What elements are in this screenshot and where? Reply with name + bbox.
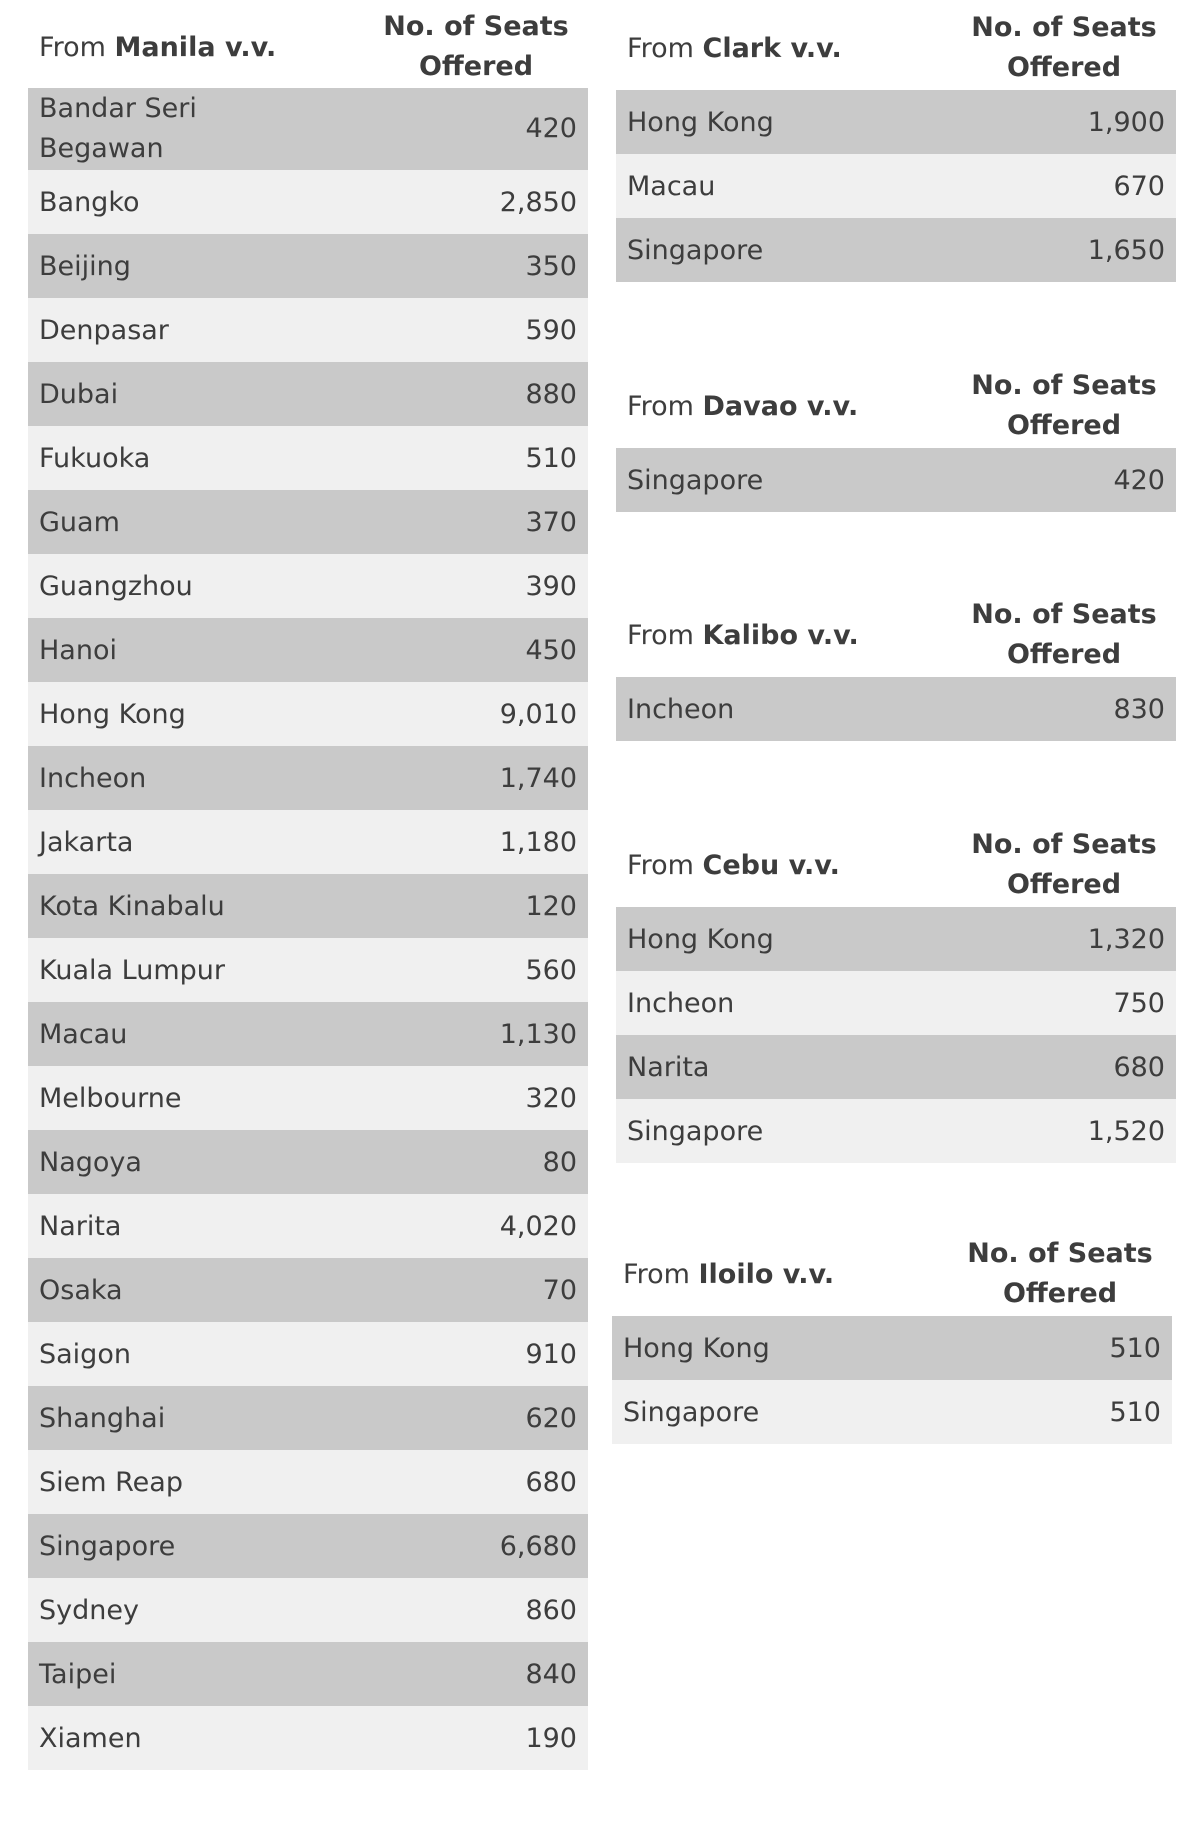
seats-column-header — [959, 595, 1169, 675]
seats-header-line2: Offered — [1002, 1278, 1118, 1309]
seats-offered: 2,850 — [499, 186, 577, 218]
table-row — [28, 874, 588, 938]
seats-offered: 670 — [1113, 170, 1165, 202]
seats-header-line2: Offered — [1006, 52, 1122, 83]
destination-city: Singapore — [627, 464, 764, 496]
seats-offered: 620 — [525, 1402, 577, 1434]
seats-offered: 420 — [525, 113, 577, 144]
table-row — [28, 810, 588, 874]
seats-offered: 830 — [1113, 693, 1165, 725]
table-row — [616, 971, 1176, 1035]
table-row — [28, 170, 588, 234]
table-row — [28, 234, 588, 298]
seats-offered: 190 — [525, 1722, 577, 1754]
table-row — [28, 1258, 588, 1322]
seats-offered: 510 — [525, 442, 577, 474]
seats-offered: 880 — [525, 378, 577, 410]
seats-offered: 1,320 — [1087, 923, 1165, 955]
table-row — [28, 1066, 588, 1130]
seats-offered: 4,020 — [499, 1210, 577, 1242]
table-header — [616, 823, 1176, 907]
davao-routes-table — [616, 364, 1176, 512]
table-row — [28, 1578, 588, 1642]
origin-label — [616, 850, 840, 881]
table-row — [28, 1514, 588, 1578]
seats-offered: 1,130 — [499, 1018, 577, 1050]
table-header — [616, 364, 1176, 448]
table-header — [28, 6, 588, 88]
seats-offered: 370 — [525, 506, 577, 538]
origin-city: Manila v.v. — [114, 31, 277, 63]
origin-label — [612, 1259, 834, 1290]
seats-offered: 320 — [525, 1082, 577, 1114]
seats-column-header — [959, 8, 1169, 88]
seats-offered: 680 — [525, 1466, 577, 1498]
table-row — [28, 1706, 588, 1770]
seats-offered: 560 — [525, 954, 577, 986]
seats-offered: 1,520 — [1087, 1115, 1165, 1147]
table-row — [28, 1450, 588, 1514]
origin-city: Iloilo v.v. — [698, 1258, 835, 1290]
seats-offered: 450 — [525, 634, 577, 666]
destination-city: Xiamen — [39, 1722, 142, 1754]
from-prefix: From — [623, 1258, 690, 1290]
table-row — [28, 298, 588, 362]
destination-city: Hong Kong — [627, 106, 774, 138]
seats-header-line2: Offered — [1006, 869, 1122, 900]
table-row — [616, 1035, 1176, 1099]
table-row — [28, 88, 588, 170]
table-row — [28, 746, 588, 810]
seats-header-line1: No. of Seats — [971, 370, 1157, 401]
table-header — [616, 593, 1176, 677]
seats-offered: 910 — [525, 1338, 577, 1370]
origin-label — [616, 391, 858, 422]
seats-header-line1: No. of Seats — [967, 1238, 1153, 1269]
destination-city: Siem Reap — [39, 1466, 183, 1498]
seats-column-header — [959, 366, 1169, 446]
destination-city: Kota Kinabalu — [39, 890, 225, 922]
seats-header-line1: No. of Seats — [971, 599, 1157, 630]
table-body — [28, 88, 588, 1770]
table-row — [28, 618, 588, 682]
table-row — [612, 1380, 1172, 1444]
destination-city: Fukuoka — [39, 442, 151, 474]
table-row — [28, 682, 588, 746]
destination-city: Hanoi — [39, 634, 117, 666]
table-row — [616, 907, 1176, 971]
destination-city: Beijing — [39, 250, 131, 282]
seats-header-line2: Offered — [418, 51, 534, 82]
seats-header-line1: No. of Seats — [971, 829, 1157, 860]
table-row — [616, 677, 1176, 741]
from-prefix: From — [39, 31, 106, 63]
table-body — [616, 90, 1176, 282]
seats-header-line1: No. of Seats — [383, 11, 569, 42]
destination-city: Sydney — [39, 1594, 139, 1626]
destination-city: Macau — [39, 1018, 128, 1050]
destination-city: Osaka — [39, 1274, 123, 1306]
table-row — [28, 1322, 588, 1386]
seats-offered: 590 — [525, 314, 577, 346]
origin-city: Davao v.v. — [702, 390, 859, 422]
table-row — [616, 90, 1176, 154]
table-row — [28, 1002, 588, 1066]
seats-column-header — [955, 1234, 1165, 1314]
table-row — [28, 426, 588, 490]
table-body — [612, 1316, 1172, 1444]
from-prefix: From — [627, 32, 694, 64]
table-row — [616, 154, 1176, 218]
origin-city: Cebu v.v. — [702, 849, 840, 881]
seats-offered: 70 — [542, 1274, 577, 1306]
table-row — [28, 1130, 588, 1194]
table-row — [616, 448, 1176, 512]
table-header — [616, 6, 1176, 90]
cebu-routes-table — [616, 823, 1176, 1163]
from-prefix: From — [627, 619, 694, 651]
seats-offered: 1,180 — [499, 826, 577, 858]
seats-offered: 1,900 — [1087, 106, 1165, 138]
seats-offered: 840 — [525, 1658, 577, 1690]
seats-header-line2: Offered — [1006, 410, 1122, 441]
table-row — [612, 1316, 1172, 1380]
iloilo-routes-table — [612, 1232, 1172, 1444]
destination-city: Dubai — [39, 378, 119, 410]
table-row — [28, 490, 588, 554]
destination-city: Singapore — [627, 234, 764, 266]
seats-offered: 860 — [525, 1594, 577, 1626]
destination-city: Kuala Lumpur — [39, 954, 225, 986]
destination-city: Hong Kong — [623, 1332, 770, 1364]
destination-city: Hong Kong — [39, 698, 186, 730]
kalibo-routes-table — [616, 593, 1176, 741]
from-prefix: From — [627, 849, 694, 881]
seats-offered: 350 — [525, 250, 577, 282]
origin-label — [616, 33, 842, 64]
clark-routes-table — [616, 6, 1176, 282]
seats-offered: 120 — [525, 890, 577, 922]
destination-city: Bangko — [39, 186, 140, 218]
seats-offered: 1,650 — [1087, 234, 1165, 266]
seats-offered: 750 — [1113, 987, 1165, 1019]
table-body — [616, 907, 1176, 1163]
destination-city: Guam — [39, 506, 120, 538]
origin-label — [616, 620, 859, 651]
seats-offered: 9,010 — [499, 698, 577, 730]
table-body — [616, 677, 1176, 741]
table-row — [28, 938, 588, 1002]
table-row — [28, 362, 588, 426]
seats-column-header — [371, 7, 581, 87]
destination-city: Narita — [627, 1051, 710, 1083]
destination-city: Incheon — [627, 693, 735, 725]
table-row — [616, 218, 1176, 282]
seats-offered: 420 — [1113, 464, 1165, 496]
destination-city: Nagoya — [39, 1146, 142, 1178]
destination-city: Melbourne — [39, 1082, 182, 1114]
table-header — [612, 1232, 1172, 1316]
seats-offered: 80 — [542, 1146, 577, 1178]
table-row — [28, 554, 588, 618]
table-row — [28, 1194, 588, 1258]
seats-offered: 680 — [1113, 1051, 1165, 1083]
table-row — [28, 1642, 588, 1706]
origin-city: Clark v.v. — [702, 32, 842, 64]
destination-city: Shanghai — [39, 1402, 166, 1434]
origin-label — [28, 32, 276, 63]
seats-offered: 6,680 — [499, 1530, 577, 1562]
table-row — [616, 1099, 1176, 1163]
destination-city: Hong Kong — [627, 923, 774, 955]
seats-offered: 1,740 — [499, 762, 577, 794]
destination-city: Singapore — [627, 1115, 764, 1147]
seats-header-line2: Offered — [1006, 639, 1122, 670]
destination-city: Incheon — [39, 762, 147, 794]
from-prefix: From — [627, 390, 694, 422]
destination-city: Denpasar — [39, 314, 169, 346]
origin-city: Kalibo v.v. — [702, 619, 859, 651]
destination-city: Macau — [627, 170, 716, 202]
destination-city: Guangzhou — [39, 570, 193, 602]
table-body — [616, 448, 1176, 512]
seats-offered: 510 — [1109, 1332, 1161, 1364]
destination-city: Bandar Seri Begawan — [39, 93, 197, 164]
table-row — [28, 1386, 588, 1450]
seats-offered: 390 — [525, 570, 577, 602]
destination-city: Singapore — [39, 1530, 176, 1562]
destination-city: Saigon — [39, 1338, 131, 1370]
seats-column-header — [959, 825, 1169, 905]
seats-offered: 510 — [1109, 1396, 1161, 1428]
destination-city: Jakarta — [39, 826, 134, 858]
destination-city: Incheon — [627, 987, 735, 1019]
manila-routes-table — [28, 6, 588, 1770]
destination-city: Narita — [39, 1210, 122, 1242]
seats-header-line1: No. of Seats — [971, 12, 1157, 43]
destination-city: Taipei — [39, 1658, 117, 1690]
destination-city: Singapore — [623, 1396, 760, 1428]
